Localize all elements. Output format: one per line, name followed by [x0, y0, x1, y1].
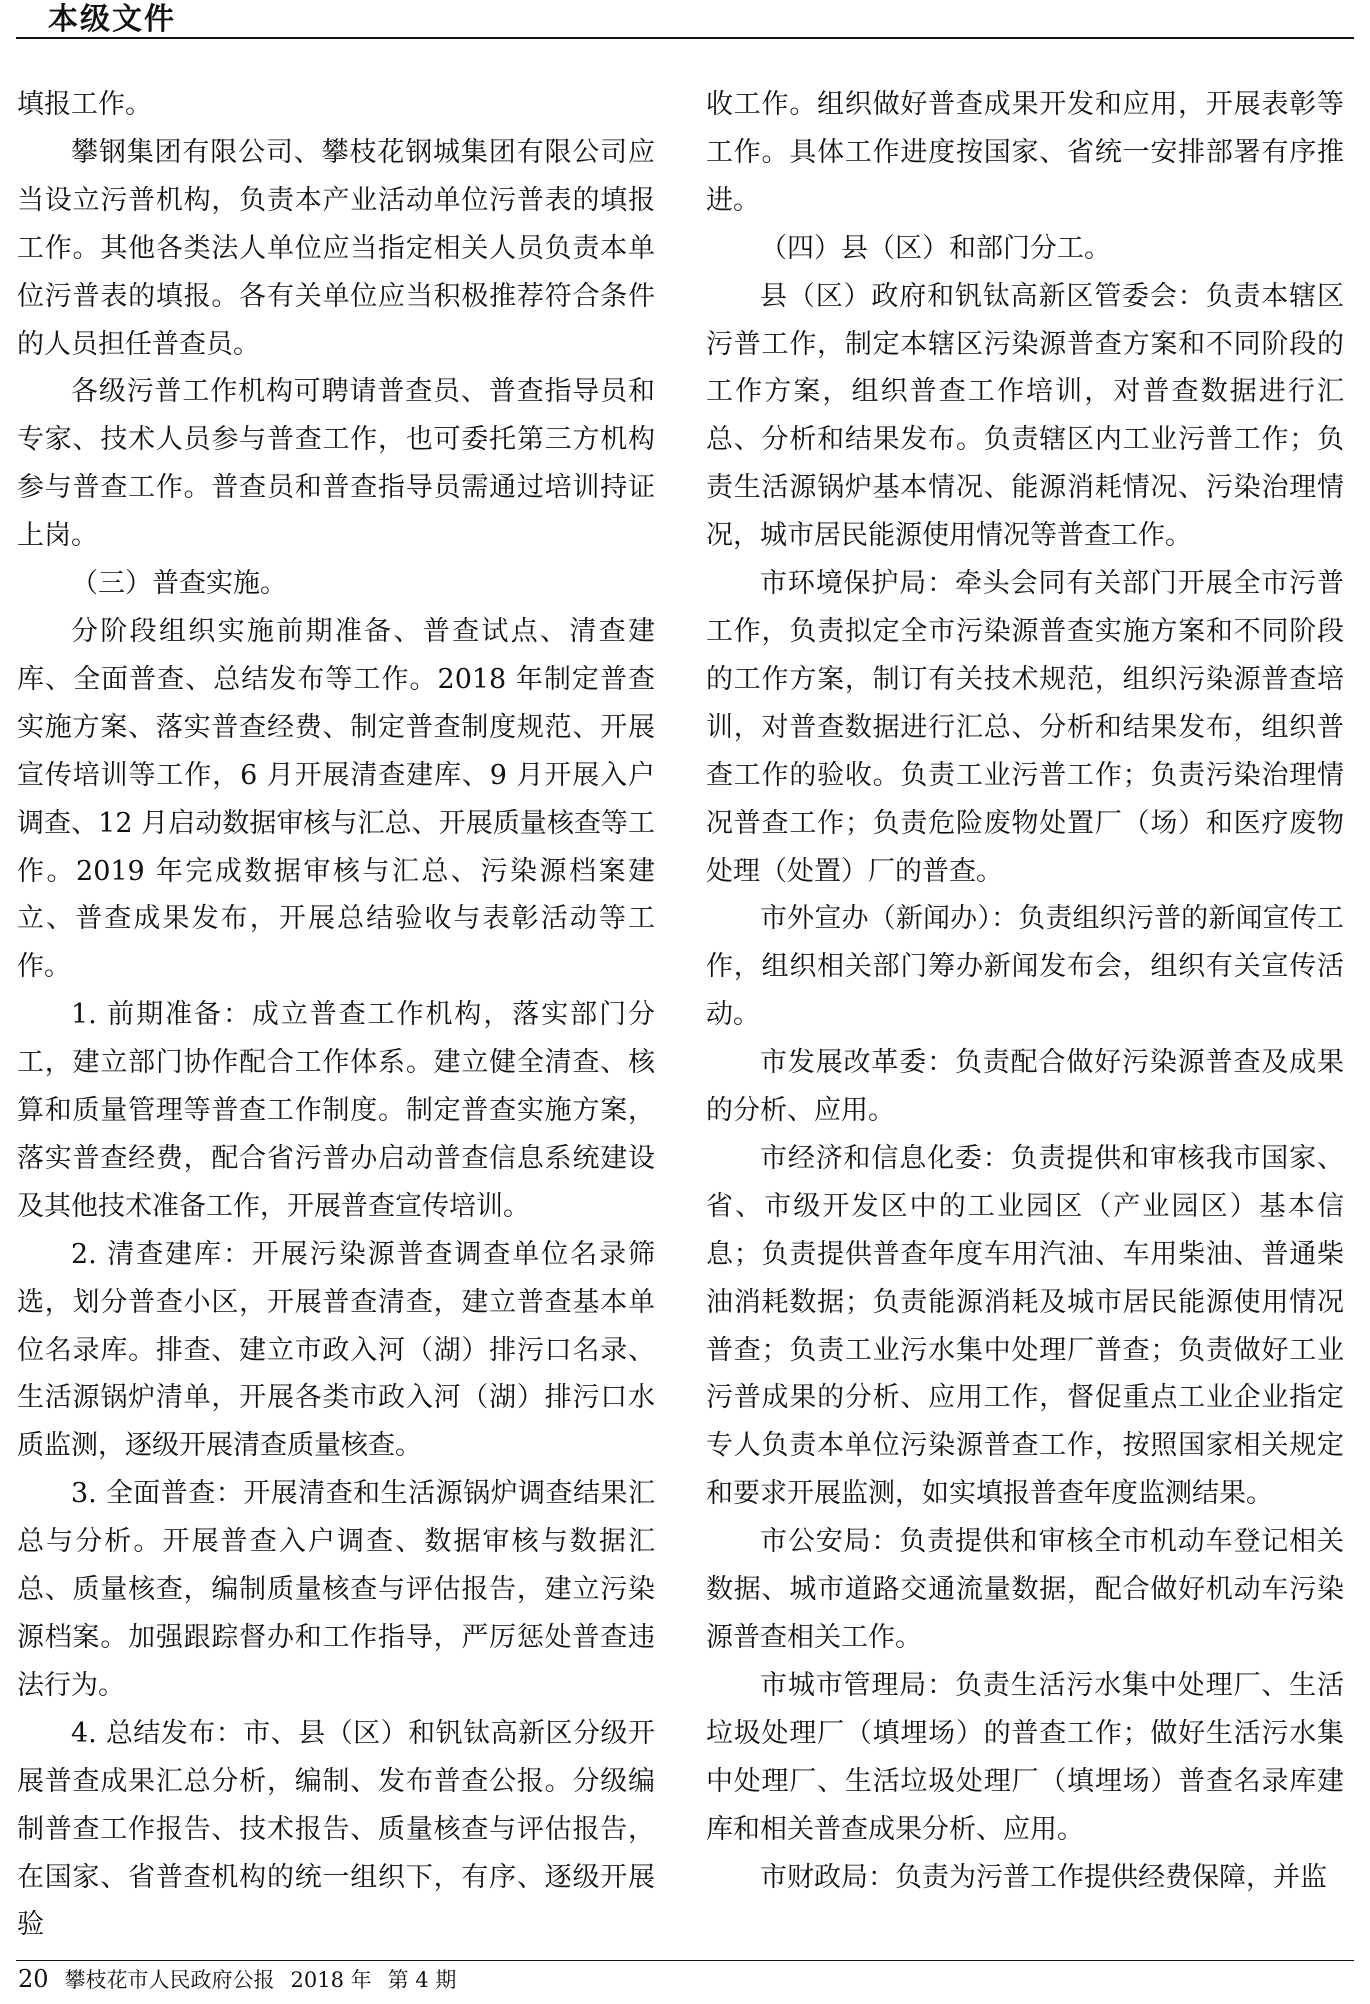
page-number: 20 [18, 1965, 49, 1993]
paragraph: 市经济和信息化委：负责提供和审核我市国家、省、市级开发区中的工业园区（产业园区）基本信息；负责提供普查年度车用汽油、车用柴油、普通柴油消耗数据；负责能源消耗及城市居民能源使用情况普查；负责工业污水集中处理厂普查；负责做好工业污普成果的分析、应用工作，督促重点工业企业指定专人负责本单位污染源普查工作，按照国家相关规定和要求开展监测，如实填报普查年度监测结果。 [706, 1142, 1344, 1510]
publication-name: 攀枝花市人民政府公报 [64, 1968, 275, 1992]
page-footer [18, 1962, 456, 1997]
paragraph: 收工作。组织做好普查成果开发和应用，开展表彰等工作。具体工作进度按国家、省统一安排部署有序推进。 [706, 89, 1344, 216]
issue-number: 第 4 期 [387, 1968, 457, 1992]
section-title: 本级文件 [48, 2, 176, 37]
paragraph: 1. 前期准备：成立普查工作机构，落实部门分工，建立部门协作配合工作体系。建立健全清查、核算和质量管理等普查工作制度。制定普查实施方案，落实普查经费，配合省污普办启动普查信息系统建设及其他技术准备工作，开展普查宣传培训。 [17, 999, 655, 1222]
paragraph: 市环境保护局：牵头会同有关部门开展全市污普工作，负责拟定全市污染源普查实施方案和不同阶段的工作方案，制订有关技术规范，组织污染源普查培训，对普查数据进行汇总、分析和结果发布，组织普查工作的验收。负责工业污普工作；负责污染治理情况普查工作；负责危险废物处置厂（场）和医疗废物处理（处置）厂的普查。 [706, 568, 1344, 887]
paragraph: 市外宣办（新闻办）：负责组织污普的新闻宣传工作，组织相关部门筹办新闻发布会，组织有关宣传活动。 [706, 903, 1344, 1031]
paragraph: 攀钢集团有限公司、攀枝花钢城集团有限公司应当设立污普机构，负责本产业活动单位污普表的填报工作。其他各类法人单位应当指定相关人员负责本单位污普表的填报。各有关单位应当积极推荐符合条件的人员担任普查员。 [17, 136, 655, 360]
paragraph: 4. 总结发布：市、县（区）和钒钛高新区分级开展普查成果汇总分析，编制、发布普查公报。分级编制普查工作报告、技术报告、质量核查与评估报告，在国家、省普查机构的统一组织下，有序、逐级开展验 [17, 1717, 655, 1941]
publication-year: 2018 年 [290, 1968, 372, 1992]
paragraph: 分阶段组织实施前期准备、普查试点、清查建库、全面普查、总结发布等工作。2018 年制定普查实施方案、落实普查经费、制定普查制度规范、开展宣传培训等工作，6 月开展清查建库、9 月开展入户调查、12 月启动数据审核与汇总、开展质量核查等工作。2019 年完成数据审核与汇总、污染源档案建立、普查成果发布，开展总结验收与表彰活动等工作。 [17, 615, 655, 983]
paragraph: 填报工作。 [17, 89, 152, 120]
left-column [17, 81, 655, 1949]
paragraph: 市财政局：负责为污普工作提供经费保障，并监 [760, 1861, 1327, 1893]
paragraph: 各级污普工作机构可聘请普查员、普查指导员和专家、技术人员参与普查工作，也可委托第三方机构参与普查工作。普查员和普查指导员需通过培训持证上岗。 [17, 376, 655, 552]
paragraph: 市发展改革委：负责配合做好污染源普查及成果的分析、应用。 [706, 1047, 1344, 1127]
section-heading: （三）普查实施。 [71, 568, 287, 600]
footer-rule [16, 1960, 1354, 1961]
section-heading: （四）县（区）和部门分工。 [760, 232, 1111, 264]
paragraph: 县（区）政府和钒钛高新区管委会：负责本辖区污普工作，制定本辖区污染源普查方案和不同阶段的工作方案，组织普查工作培训，对普查数据进行汇总、分析和结果发布。负责辖区内工业污普工作；负责生活源锅炉基本情况、能源消耗情况、污染治理情况，城市居民能源使用情况等普查工作。 [706, 280, 1344, 552]
paragraph: 市公安局：负责提供和审核全市机动车登记相关数据、城市道路交通流量数据，配合做好机动车污染源普查相关工作。 [706, 1526, 1344, 1653]
paragraph: 市城市管理局：负责生活污水集中处理厂、生活垃圾处理厂（填埋场）的普查工作；做好生活污水集中处理厂、生活垃圾处理厂（填埋场）普查名录库建库和相关普查成果分析、应用。 [706, 1669, 1344, 1845]
right-column [706, 81, 1344, 1901]
paragraph: 2. 清查建库：开展污染源普查调查单位名录筛选，划分普查小区，开展普查清查，建立普查基本单位名录库。排查、建立市政入河（湖）排污口名录、生活源锅炉清单，开展各类市政入河（湖）排污口水质监测，逐级开展清查质量核查。 [17, 1238, 655, 1462]
header-rule [16, 37, 1354, 39]
paragraph: 3. 全面普查：开展清查和生活源锅炉调查结果汇总与分析。开展普查入户调查、数据审核与数据汇总、质量核查，编制质量核查与评估报告，建立污染源档案。加强跟踪督办和工作指导，严厉惩处普查违法行为。 [17, 1478, 655, 1701]
